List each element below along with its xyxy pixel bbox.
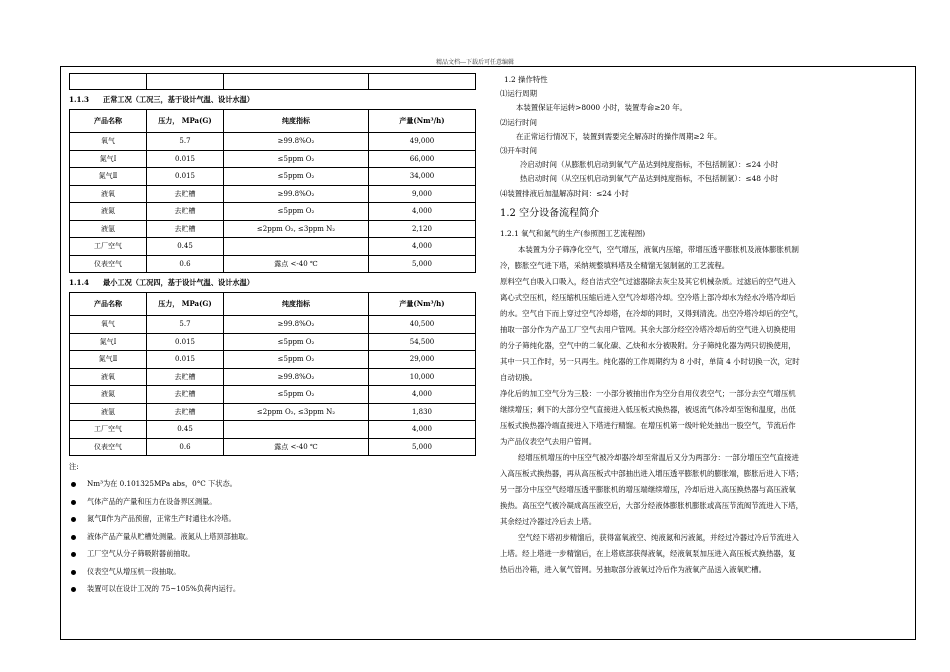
paragraph-raw-air — [500, 274, 908, 386]
section-number: 1.1.3 — [69, 95, 90, 104]
table-row — [70, 421, 476, 439]
pressure-cell: 5.7 — [147, 133, 224, 151]
header-purity: 纯度指标 — [224, 110, 369, 133]
purity-cell: 露点 <-40 ℃ — [224, 255, 369, 273]
notes-list — [69, 475, 475, 598]
paragraph-line: 继续增压；剩下的大部分空气直接进入低压板式换热器，被返流气体冷却至饱和温度，出低 — [500, 404, 796, 414]
pressure-cell: 去贮槽 — [147, 368, 224, 386]
purity-cell: ≤2ppm O₂, ≤3ppm N₂ — [224, 220, 369, 238]
table-row — [70, 368, 476, 386]
paragraph-line: 自动切换。 — [500, 372, 537, 382]
purity-cell: ≥99.8%O₂ — [224, 185, 369, 203]
section-heading-minimum-condition — [69, 273, 475, 292]
paragraph-line: 原料空气自吸入口吸入，经自洁式空气过滤器除去灰尘及其它机械杂质。过滤后的空气进入 — [500, 276, 796, 286]
paragraph-line: 为产品仪表空气去用户管网。 — [500, 436, 597, 446]
product-name-cell: 仪表空气 — [70, 255, 147, 273]
pressure-cell: 5.7 — [147, 316, 224, 334]
bullet-icon — [71, 535, 76, 540]
item-run-period: ⑴运行周期 — [500, 89, 537, 99]
output-cell: 4,000 — [369, 238, 476, 256]
purity-cell — [224, 421, 369, 439]
header-purity: 纯度指标 — [224, 293, 369, 316]
output-cell: 66,000 — [369, 150, 476, 168]
note-text: 液体产品产量从贮槽处测量。液氮从上塔顶部抽取。 — [87, 531, 253, 541]
note-text: 装置可以在设计工况的 75~105%负荷内运行。 — [87, 584, 241, 593]
pressure-cell: 0.6 — [147, 438, 224, 456]
paragraph-line: 空气经下塔初步精馏后，获得富氧液空、纯液氮和污液氮，并经过冷器过冷后节流进入 — [518, 532, 799, 542]
pressure-cell: 0.45 — [147, 238, 224, 256]
purity-cell: ≤5ppm O₂ — [224, 386, 369, 404]
purity-cell: ≥99.8%O₂ — [224, 368, 369, 386]
paragraph-line: 冷，膨胀空气进下塔，采纳规整填料塔及全精馏无氢制氩的工艺流程。 — [500, 260, 730, 270]
product-name-cell: 液氧 — [70, 368, 147, 386]
output-cell: 9,000 — [369, 185, 476, 203]
table-header-row — [70, 293, 476, 316]
table-row — [70, 316, 476, 334]
table-row — [70, 351, 476, 369]
item-run-time: ⑵运行时间 — [500, 117, 537, 127]
section-heading-normal-condition — [69, 90, 475, 109]
note-text: 氮气Ⅱ作为产品预留，正常生产时通往水冷塔。 — [87, 514, 236, 523]
section-heading-flow: 1.2 空分设备流程简介 — [500, 207, 600, 219]
note-item — [69, 580, 475, 598]
paragraph-line: 离心式空压机，经压缩机压缩后进入空气冷却塔冷却。空冷塔上部冷却水为经水冷塔冷却后 — [500, 292, 796, 302]
purity-cell: ≤5ppm O₂ — [224, 351, 369, 369]
notes-label: 注: — [69, 462, 79, 471]
notes-section — [69, 459, 475, 598]
paragraph-distillation — [500, 530, 908, 578]
output-cell: 29,000 — [369, 351, 476, 369]
subsection-heading-oxygen-nitrogen: 1.2.1 氧气和氮气的生产(参照图工艺流程图) — [500, 228, 646, 238]
product-name-cell: 液氧 — [70, 185, 147, 203]
paragraph-line: 经增压机增压的中压空气被冷却器冷却至常温后又分为两部分：一部分增压空气直接进 — [518, 452, 799, 462]
table-row — [70, 333, 476, 351]
purity-cell: ≤2ppm O₂, ≤3ppm N₂ — [224, 403, 369, 421]
note-item — [69, 563, 475, 581]
pressure-cell: 去贮槽 — [147, 220, 224, 238]
output-cell: 10,000 — [369, 368, 476, 386]
minimum-condition-table — [69, 292, 476, 456]
purity-cell: ≥99.8%O₂ — [224, 133, 369, 151]
header-pressure: 压力， MPa(G) — [147, 293, 224, 316]
section-heading-operation: 1.2 操作特性 — [504, 75, 548, 84]
paragraph-booster-air — [500, 450, 908, 530]
product-name-cell: 氮气Ⅰ — [70, 333, 147, 351]
product-name-cell: 氮气Ⅱ — [70, 351, 147, 369]
table-row — [70, 255, 476, 273]
product-name-cell: 液氮 — [70, 386, 147, 404]
header-output: 产量(Nm³/h) — [369, 110, 476, 133]
paragraph-line: 压板式换热器冷端直接进入下塔进行精馏。在增压机第一级叶轮处抽出一股空气，节流后作 — [500, 420, 796, 430]
section-title: 最小工况（工况四，基于设计气温、设计水温） — [103, 278, 254, 287]
output-cell: 5,000 — [369, 255, 476, 273]
paragraph-line: 其中一只工作时，另一只再生。纯化器的工作周期约为 8 小时，单筒 4 小时切换一次，定时 — [500, 356, 800, 366]
item-run-period-text: 本装置保证年运转>8000 小时，装置寿命≥20 年。 — [516, 103, 687, 113]
bullet-icon — [71, 500, 76, 505]
section-title: 正常工况（工况三，基于设计气温、设计水温） — [103, 95, 254, 104]
top-stub-table — [69, 73, 476, 90]
table-row — [70, 74, 476, 90]
paragraph-line: 换热。高压空气被冷凝成高压液空后，大部分经液体膨胀机膨胀或高压节流阀节流进入下塔， — [500, 500, 804, 510]
output-cell: 4,000 — [369, 203, 476, 221]
table-header-row — [70, 110, 476, 133]
table-row — [70, 185, 476, 203]
output-cell: 4,000 — [369, 421, 476, 439]
item-run-time-text: 在正常运行情况下，装置到需要完全解冻时的操作周期≥2 年。 — [516, 131, 722, 141]
item-hot-start: 热启动时间（从空压机启动到氧气产品达到纯度指标，不包括制氩）：≤48 小时 — [520, 174, 779, 184]
bullet-icon — [71, 517, 76, 522]
note-text: Nm³为在 0.101325MPa abs，0°C 下状态。 — [87, 479, 237, 488]
header-product: 产品名称 — [70, 110, 147, 133]
paragraph-line: 的水。空气自下而上穿过空气冷却塔，在冷却的同时，又得到清洗。出空冷塔冷却后的空气， — [500, 308, 804, 318]
output-cell: 54,500 — [369, 333, 476, 351]
paragraph-purified-air — [500, 386, 908, 450]
page-header-watermark: 精品文档---下载后可任意编辑 — [435, 59, 515, 66]
table-row — [70, 438, 476, 456]
note-text: 气体产品的产量和压力在设备界区测量。 — [87, 496, 217, 506]
pressure-cell: 0.015 — [147, 168, 224, 186]
note-item — [69, 493, 475, 511]
paragraph-line: 另一部分中压空气经增压透平膨胀机的增压端继续增压，冷却后进入高压换热器与高压液氧 — [500, 484, 796, 494]
bullet-icon — [71, 552, 76, 557]
paragraph-line: 的分子筛纯化器，空气中的二氧化碳、乙炔和水分被吸附。分子筛纯化器为两只切换使用， — [500, 340, 796, 350]
product-name-cell: 氮气Ⅱ — [70, 168, 147, 186]
product-name-cell: 液氩 — [70, 403, 147, 421]
table-row — [70, 238, 476, 256]
pressure-cell: 0.45 — [147, 421, 224, 439]
purity-cell: ≤5ppm O₂ — [224, 203, 369, 221]
pressure-cell: 0.015 — [147, 351, 224, 369]
output-cell: 49,000 — [369, 133, 476, 151]
bullet-icon — [71, 482, 76, 487]
purity-cell: ≥99.8%O₂ — [224, 316, 369, 334]
left-column — [69, 73, 475, 598]
paragraph-intro — [500, 242, 908, 274]
pressure-cell: 去贮槽 — [147, 185, 224, 203]
product-name-cell: 工厂空气 — [70, 421, 147, 439]
pressure-cell: 0.015 — [147, 333, 224, 351]
paragraph-line: 热后出冷箱，进入氧气管网。另抽取部分液氧过冷后作为液氧产品送入液氧贮槽。 — [500, 564, 767, 574]
pressure-cell: 去贮槽 — [147, 403, 224, 421]
product-name-cell: 氧气 — [70, 133, 147, 151]
header-output: 产量(Nm³/h) — [369, 293, 476, 316]
product-name-cell: 液氮 — [70, 203, 147, 221]
bullet-icon — [71, 570, 76, 575]
pressure-cell: 去贮槽 — [147, 386, 224, 404]
product-name-cell: 工厂空气 — [70, 238, 147, 256]
right-column — [500, 73, 908, 578]
item-defrost-time: ⑷装置排液后加温解冻时间：≤24 小时 — [500, 188, 629, 198]
note-text: 工厂空气从分子筛吸附器前抽取。 — [87, 549, 195, 558]
note-item — [69, 510, 475, 528]
normal-condition-table — [69, 109, 476, 273]
product-name-cell: 氮气Ⅰ — [70, 150, 147, 168]
output-cell: 34,000 — [369, 168, 476, 186]
product-name-cell: 氧气 — [70, 316, 147, 334]
paragraph-line: 抽取一部分作为产品工厂空气去用户管网。其余大部分经空冷塔冷却后的空气进入切换使用 — [500, 324, 796, 334]
product-name-cell: 仪表空气 — [70, 438, 147, 456]
purity-cell: ≤5ppm O₂ — [224, 168, 369, 186]
note-item — [69, 528, 475, 546]
table-row — [70, 150, 476, 168]
table-row — [70, 220, 476, 238]
purity-cell — [224, 238, 369, 256]
purity-cell: ≤5ppm O₂ — [224, 333, 369, 351]
pressure-cell: 0.015 — [147, 150, 224, 168]
purity-cell: ≤5ppm O₂ — [224, 150, 369, 168]
paragraph-line: 入高压板式换热器，再从高压板式中部抽出进入增压透平膨胀机的膨胀端，膨胀后进入下塔； — [500, 468, 804, 478]
table-row — [70, 168, 476, 186]
paragraph-line: 本装置为分子筛净化空气，空气增压，液氧内压缩，带增压透平膨胀机及液体膨胀机制 — [518, 244, 799, 254]
table-row — [70, 203, 476, 221]
paragraph-line: 净化后的加工空气分为三股：一小部分被抽出作为空分自用仪表空气；一部分去空气增压机 — [500, 388, 796, 398]
item-start-time: ⑶开车时间 — [500, 145, 537, 155]
header-product: 产品名称 — [70, 293, 147, 316]
note-item — [69, 545, 475, 563]
item-cold-start: 冷启动时间（从膨胀机启动到氧气产品达到纯度指标，不包括制氩）：≤24 小时 — [520, 160, 779, 170]
section-number: 1.1.4 — [69, 278, 90, 287]
output-cell: 1,830 — [369, 403, 476, 421]
output-cell: 2,120 — [369, 220, 476, 238]
purity-cell: 露点 <-40 ℃ — [224, 438, 369, 456]
table-row — [70, 403, 476, 421]
pressure-cell: 去贮槽 — [147, 203, 224, 221]
output-cell: 5,000 — [369, 438, 476, 456]
pressure-cell: 0.6 — [147, 255, 224, 273]
header-pressure: 压力， MPa(G) — [147, 110, 224, 133]
note-text: 仪表空气从增压机一段抽取。 — [87, 566, 181, 576]
output-cell: 40,500 — [369, 316, 476, 334]
paragraph-line: 上塔。经上塔进一步精馏后，在上塔底部获得液氧，经液氧泵加压进入高压板式换热器，复 — [500, 548, 796, 558]
paragraph-line: 其余经过冷器过冷后去上塔。 — [500, 516, 597, 526]
note-item — [69, 475, 475, 493]
product-name-cell: 液氩 — [70, 220, 147, 238]
table-row — [70, 133, 476, 151]
output-cell: 4,000 — [369, 386, 476, 404]
bullet-icon — [71, 587, 76, 592]
table-row — [70, 386, 476, 404]
